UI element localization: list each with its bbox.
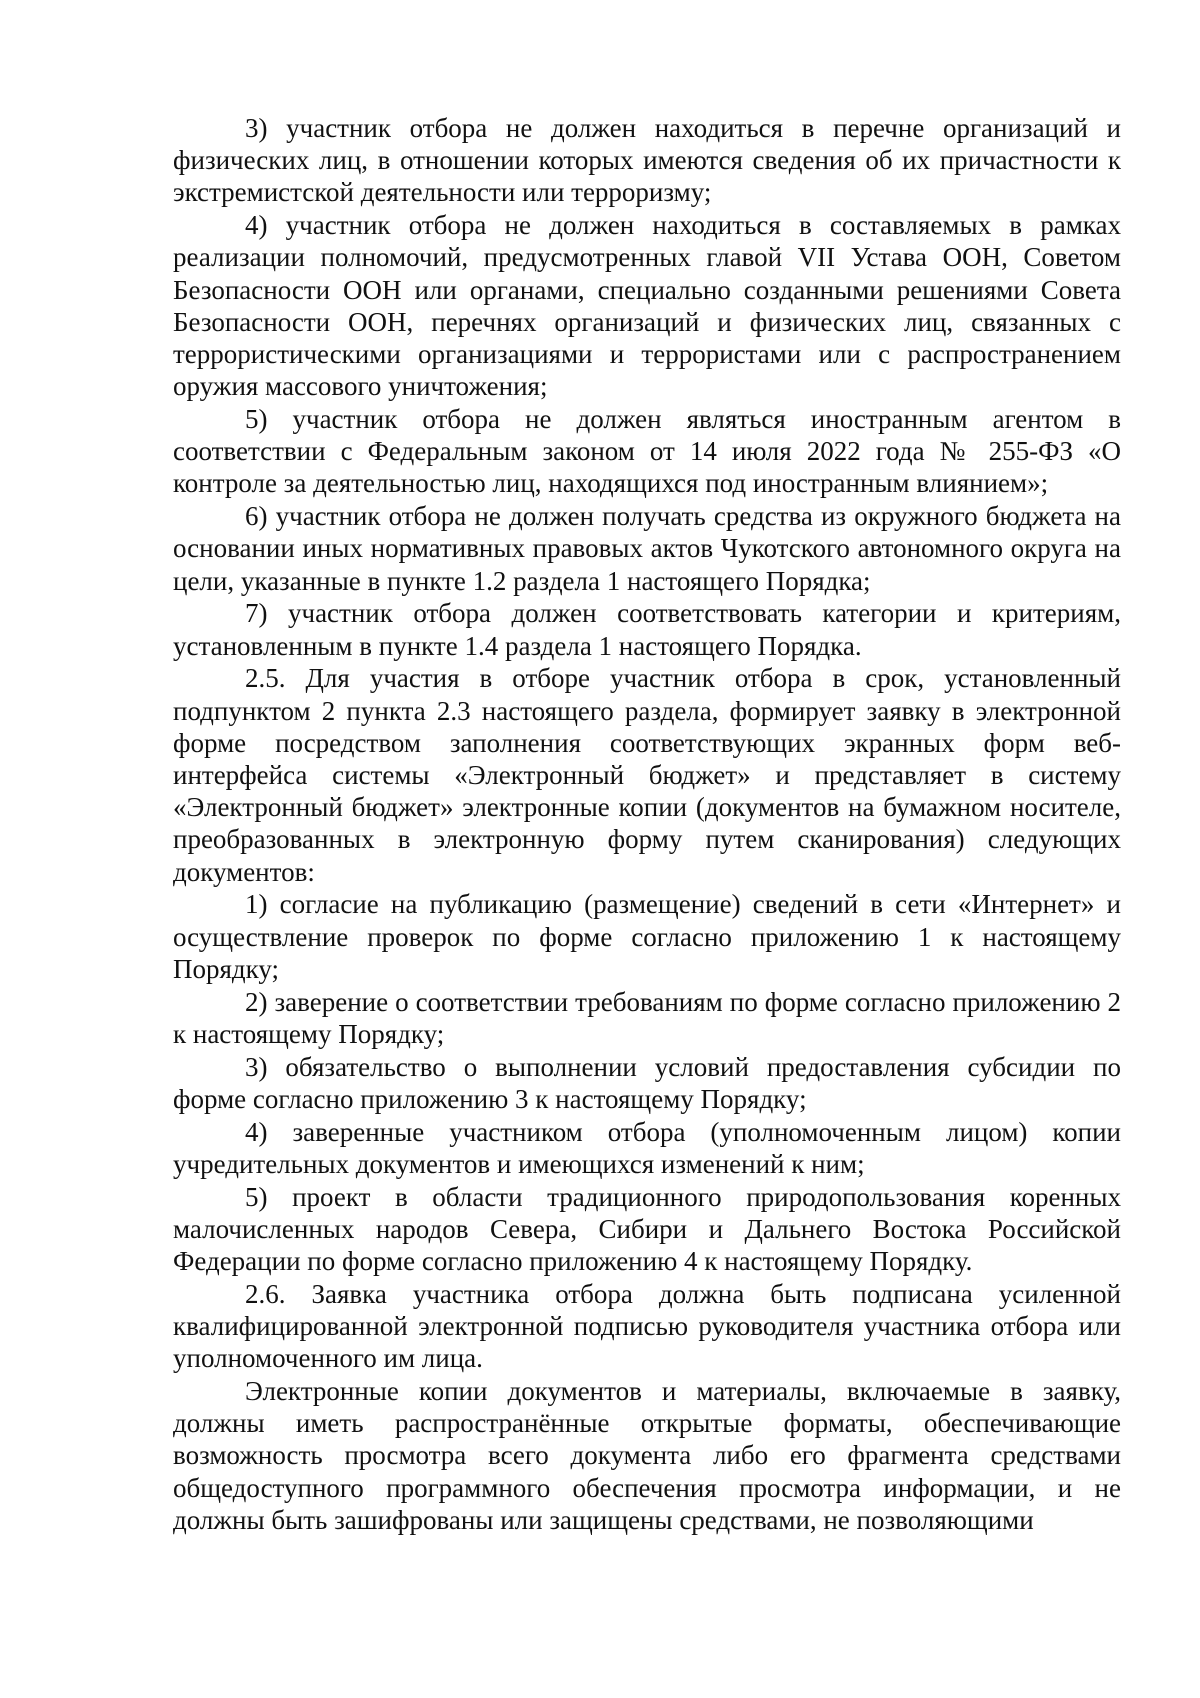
paragraph-doc-3: 3) обязательство о выполнении условий предоставления субсидии по форме согласно приложению 3 к настоящему Порядку;: [173, 1051, 1121, 1114]
paragraph-section-2-6: 2.6. Заявка участника отбора должна быть подписана усиленной квалифицированной электронной подписью руководителя участника отбора или уполномоченного им лица.: [173, 1278, 1121, 1374]
paragraph-doc-4: 4) заверенные участником отбора (уполномоченным лицом) копии учредительных документов и имеющихся изменений к ним;: [173, 1116, 1121, 1179]
paragraph-item-5: 5) участник отбора не должен являться иностранным агентом в соответствии с Федеральным законом от 14 июля 2022 года № 255-ФЗ «О контроле за деятельностью лиц, находящихся под иностранным влиянием»;: [173, 404, 1121, 499]
paragraph-electronic-copies: Электронные копии документов и материалы, включаемые в заявку, должны иметь распространённые открытые форматы, обеспечивающие возможность просмотра всего документа либо его фрагмента средствами общедоступного программного обеспечения просмотра информации, и не должны быть зашифрованы или защищены средствами, не позволяющими: [173, 1376, 1121, 1535]
paragraph-doc-5: 5) проект в области традиционного природопользования коренных малочисленных народов Севера, Сибири и Дальнего Востока Российской Федерации по форме согласно приложению 4 к настоящему Порядку.: [173, 1181, 1121, 1277]
paragraph-item-7: 7) участник отбора должен соответствовать категории и критериям, установленным в пункте 1.4 раздела 1 настоящего Порядка.: [173, 598, 1121, 661]
paragraph-section-2-5: 2.5. Для участия в отборе участник отбора в срок, установленный подпунктом 2 пункта 2.3 настоящего раздела, формирует заявку в электронной форме посредством заполнения соответствующих экранных форм веб-интерфейса системы «Электронный бюджет» и представляет в систему «Электронный бюджет» электронные копии (документов на бумажном носителе, преобразованных в электронную форму путем сканирования) следующих документов:: [173, 663, 1121, 887]
paragraph-doc-2: 2) заверение о соответствии требованиям по форме согласно приложению 2 к настоящему Порядку;: [173, 986, 1121, 1049]
paragraph-item-4: 4) участник отбора не должен находиться в составляемых в рамках реализации полномочий, предусмотренных главой VII Устава ООН, Советом Безопасности ООН или органами, специально созданными решениями Совета Безопасности ООН, перечнях организаций и физических лиц, связанных с террористическими организациями и террористами или с распространением оружия массового уничтожения;: [173, 210, 1121, 402]
paragraph-item-6: 6) участник отбора не должен получать средства из окружного бюджета на основании иных нормативных правовых актов Чукотского автономного округа на цели, указанные в пункте 1.2 раздела 1 настоящего Порядка;: [173, 501, 1121, 596]
paragraph-doc-1: 1) согласие на публикацию (размещение) сведений в сети «Интернет» и осуществление проверок по форме согласно приложению 1 к настоящему Порядку;: [173, 889, 1121, 984]
document-body: [173, 112, 1121, 1536]
paragraph-item-3: 3) участник отбора не должен находиться в перечне организаций и физических лиц, в отношении которых имеются сведения об их причастности к экстремистской деятельности или терроризму;: [173, 113, 1121, 208]
